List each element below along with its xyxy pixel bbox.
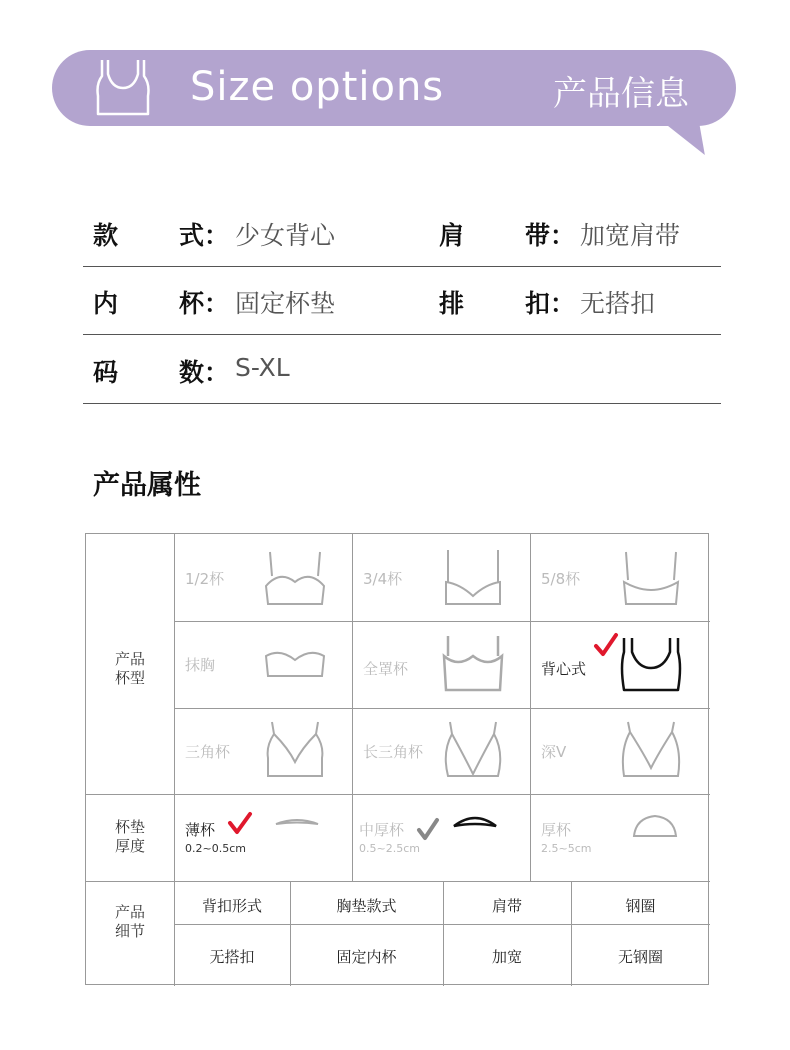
- cup-option: 3/4杯: [363, 570, 403, 588]
- cup-option: 深V: [541, 743, 567, 761]
- thin-pad-icon: [274, 816, 320, 828]
- detail-value: 加宽: [491, 948, 522, 966]
- detail-value: 固定内杯: [336, 948, 397, 966]
- cup-option: 5/8杯: [541, 570, 581, 588]
- detail-value: 无搭扣: [209, 948, 255, 966]
- row-label-thickness: 杯垫 厚度: [114, 818, 145, 855]
- cup-option: 抹胸: [185, 656, 216, 674]
- five-eighths-cup-bra-icon: [618, 548, 684, 608]
- info-row-style: [83, 198, 721, 267]
- thickness-range: 2.5~5cm: [541, 842, 592, 855]
- cup-option: 1/2杯: [185, 570, 225, 588]
- info-label: 肩: [439, 221, 465, 250]
- strapless-bra-icon: [262, 646, 328, 686]
- detail-header: 钢圈: [625, 897, 656, 915]
- info-label: 排: [439, 289, 465, 318]
- checkmark-dim-icon: [416, 817, 440, 843]
- detail-header: 背扣形式: [201, 897, 262, 915]
- info-label: 杯：: [179, 289, 230, 318]
- thickness-option: 中厚杯: [359, 821, 405, 839]
- info-value-style: 少女背心: [235, 221, 336, 250]
- attribute-grid: [85, 533, 709, 985]
- info-value-strap: 加宽肩带: [580, 221, 681, 250]
- tank-top-icon: [92, 56, 154, 118]
- thick-pad-icon: [632, 814, 678, 838]
- cup-option-selected: 背心式: [541, 660, 587, 678]
- cup-option: 长三角杯: [363, 743, 424, 761]
- triangle-cup-bra-icon: [262, 718, 328, 782]
- row-label-cup-type: 产品 杯型: [114, 650, 145, 687]
- info-label: 码: [93, 358, 119, 387]
- deep-v-bra-icon: [618, 718, 684, 782]
- three-quarter-cup-bra-icon: [440, 546, 506, 608]
- info-label: 款: [93, 221, 119, 250]
- page-title: Size options: [190, 64, 445, 110]
- section-title: 产品属性: [93, 470, 201, 501]
- detail-header: 肩带: [491, 897, 522, 915]
- thickness-option-selected: 薄杯: [185, 821, 216, 839]
- info-label: 式：: [179, 221, 230, 250]
- medium-pad-icon: [452, 814, 498, 830]
- cup-option: 三角杯: [185, 743, 231, 761]
- info-label: 数：: [179, 358, 230, 387]
- full-cup-bra-icon: [440, 632, 506, 696]
- info-label: 带：: [525, 221, 576, 250]
- cup-option: 全罩杯: [363, 660, 409, 678]
- half-cup-bra-icon: [262, 548, 328, 608]
- info-label: 内: [93, 289, 119, 318]
- tank-top-bra-icon: [620, 634, 682, 694]
- thickness-option: 厚杯: [541, 821, 572, 839]
- detail-header: 胸垫款式: [336, 897, 397, 915]
- long-triangle-cup-bra-icon: [440, 718, 506, 782]
- checkmark-icon: [227, 811, 253, 837]
- checkmark-icon: [593, 632, 619, 660]
- info-row-size: [83, 335, 721, 404]
- thickness-range: 0.2~0.5cm: [185, 842, 246, 855]
- info-row-cup: [83, 266, 721, 335]
- info-value-size: S-XL: [235, 353, 290, 382]
- info-value-clasp: 无搭扣: [580, 289, 656, 318]
- row-label-details: 产品 细节: [114, 903, 145, 940]
- info-value-cup: 固定杯垫: [235, 289, 336, 318]
- thickness-range: 0.5~2.5cm: [359, 842, 420, 855]
- detail-value: 无钢圈: [617, 948, 663, 966]
- page-subtitle: 产品信息: [553, 74, 689, 114]
- info-label: 扣：: [525, 289, 576, 318]
